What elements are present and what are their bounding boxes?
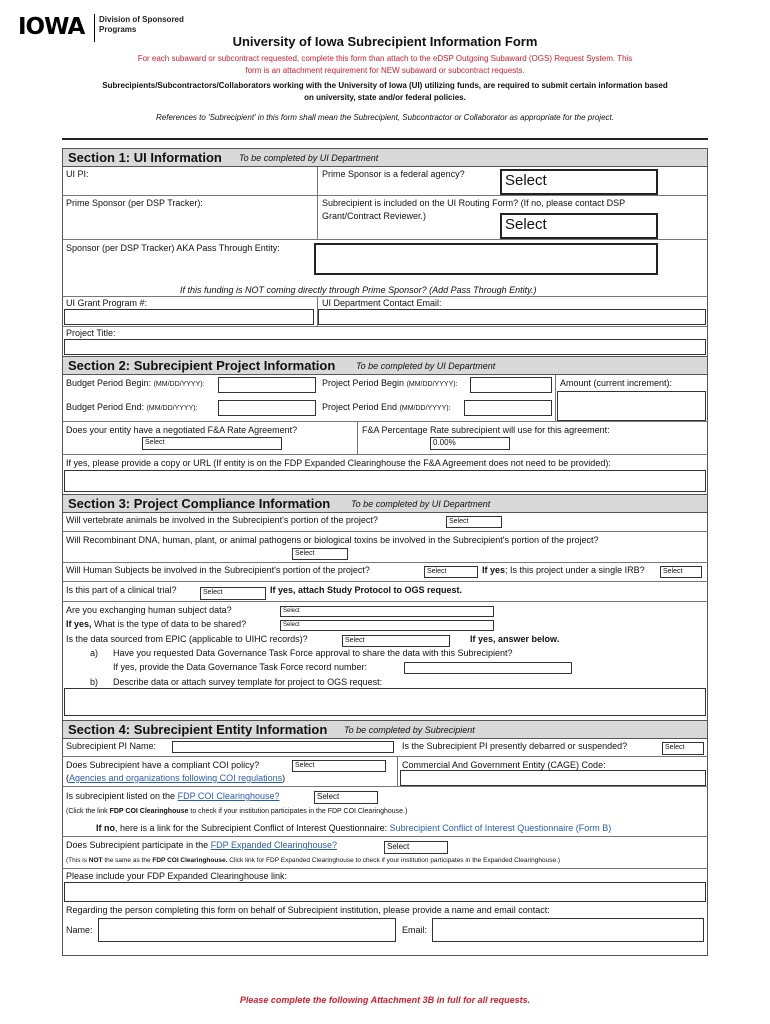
exchange-question: Are you exchanging human subject data? bbox=[66, 605, 232, 615]
cage-input[interactable] bbox=[400, 770, 706, 786]
not-bold-2: FDP COI Clearinghouse. bbox=[152, 857, 228, 864]
form-title: University of Iowa Subrecipient Information Form bbox=[232, 34, 538, 49]
clinical-select[interactable]: Select bbox=[200, 587, 266, 600]
item-b-text: Describe data or attach survey template for project to OGS request: bbox=[113, 677, 383, 687]
routing-label-2: Grant/Contract Reviewer.) bbox=[322, 211, 427, 221]
not-same-note bbox=[66, 857, 560, 864]
intro-line-2: form is an attachment requirement for NEW subaward or subcontract requests. bbox=[245, 66, 525, 75]
fdp-coi-link[interactable]: FDP COI Clearinghouse? bbox=[177, 791, 280, 801]
item-a-text: Have you requested Data Governance Task Force approval to share the data with this Subrecipient? bbox=[113, 648, 513, 658]
budget-begin-label bbox=[66, 378, 205, 388]
s4-divider bbox=[397, 756, 398, 786]
fa-rate-label: F&A Percentage Rate subrecipient will use for this agreement: bbox=[362, 425, 610, 435]
dept-email-input[interactable] bbox=[318, 309, 706, 325]
listed-question bbox=[66, 791, 279, 801]
budget-end-format: (MM/DD/YYYY): bbox=[146, 405, 198, 412]
not-mid: the same as the bbox=[104, 857, 151, 864]
not-pre: (This is bbox=[66, 857, 87, 864]
s4-row-line bbox=[62, 756, 708, 757]
section-4-header bbox=[62, 720, 708, 739]
ui-pi-label: UI PI: bbox=[66, 169, 89, 179]
project-begin-input[interactable] bbox=[470, 377, 552, 393]
not-bold: NOT bbox=[88, 857, 103, 864]
rdna-select[interactable]: Select bbox=[292, 548, 348, 560]
intro-line-4: on university, state and/or federal policies. bbox=[304, 93, 466, 102]
budget-end-text: Budget Period End: bbox=[66, 402, 145, 412]
item-a2-text: If yes, provide the Data Governance Task Force record number: bbox=[113, 662, 367, 672]
section-2-sub: To be completed by UI Department bbox=[356, 361, 496, 371]
type-yes: If yes, bbox=[66, 619, 92, 629]
budget-begin-input[interactable] bbox=[218, 377, 316, 393]
sponsor-label: Sponsor (per DSP Tracker) AKA Pass Through Entity: bbox=[66, 243, 280, 253]
s1-row-line-2 bbox=[62, 239, 708, 240]
prime-fed-select[interactable]: Select bbox=[500, 169, 658, 195]
debarred-select[interactable]: Select bbox=[662, 742, 704, 755]
email-label: Email: bbox=[402, 925, 428, 935]
participate-select[interactable]: Select bbox=[384, 841, 448, 854]
click-pre: (Click the link bbox=[66, 808, 108, 815]
not-post: Click link for FDP Expanded Clearinghouse to check if your institution participates in the Expanded Clearinghouse.) bbox=[229, 857, 561, 864]
header-rule bbox=[62, 138, 708, 140]
s1-divider bbox=[317, 167, 318, 239]
grant-program-input[interactable] bbox=[64, 309, 314, 325]
prime-sponsor-label: Prime Sponsor (per DSP Tracker): bbox=[66, 198, 203, 208]
project-begin-label bbox=[322, 378, 458, 388]
amount-label: Amount (current increment): bbox=[560, 378, 673, 388]
s3-row-line-2 bbox=[62, 562, 708, 563]
name-input[interactable] bbox=[98, 918, 396, 942]
pass-through-note: If this funding is NOT coming directly through Prime Sponsor? (Add Pass Through Entity.) bbox=[180, 285, 537, 295]
listed-text: Is subrecipient listed on the bbox=[66, 791, 176, 801]
s1-row-line-4 bbox=[62, 326, 708, 327]
project-end-text: Project Period End bbox=[322, 402, 398, 412]
click-post: to check if your institution participates in the FDP COI Clearinghouse.) bbox=[190, 808, 408, 815]
pi-name-label: Subrecipient PI Name: bbox=[66, 741, 157, 751]
fa-divider bbox=[357, 421, 358, 454]
if-no-text: , here is a link for the Subrecipient Conflict of Interest Questionnaire: bbox=[115, 823, 388, 833]
clinical-question: Is this part of a clinical trial? bbox=[66, 585, 177, 595]
grant-program-label: UI Grant Program #: bbox=[66, 298, 148, 308]
coi-link-line: (Agencies and organizations following COI regulations) bbox=[66, 773, 286, 783]
section-1-title: Section 1: UI Information bbox=[68, 150, 222, 165]
project-title-input[interactable] bbox=[64, 339, 706, 355]
name-label: Name: bbox=[66, 925, 93, 935]
exchange-select[interactable]: Select bbox=[280, 606, 494, 617]
project-begin-format: (MM/DD/YYYY): bbox=[406, 381, 458, 388]
describe-data-input[interactable] bbox=[64, 688, 706, 716]
section-1-sub: To be completed by UI Department bbox=[239, 153, 379, 163]
coi-select[interactable]: Select bbox=[292, 760, 386, 772]
s3-row-line-4 bbox=[62, 601, 708, 602]
s1-row-line bbox=[62, 195, 708, 196]
irb-text: ; Is this project under a single IRB? bbox=[505, 565, 645, 575]
routing-select[interactable]: Select bbox=[500, 213, 658, 239]
division-name: Division of Sponsored Programs bbox=[99, 15, 184, 34]
fa-question: Does your entity have a negotiated F&A Rate Agreement? bbox=[66, 425, 298, 435]
item-b-mark: b) bbox=[90, 677, 99, 687]
intro-line-5: References to 'Subrecipient' in this form shall mean the Subrecipient, Subcontractor or Collaborator as appropriate for the project. bbox=[156, 113, 614, 122]
cage-label: Commercial And Government Entity (CAGE) Code: bbox=[402, 760, 606, 770]
item-a-mark: a) bbox=[90, 648, 99, 658]
section-3-header bbox=[62, 494, 708, 513]
participate-question bbox=[66, 840, 337, 850]
amount-divider bbox=[555, 375, 556, 421]
debarred-question: Is the Subrecipient PI presently debarred or suspended? bbox=[402, 741, 628, 751]
section-2-title: Section 2: Subrecipient Project Information bbox=[68, 358, 336, 373]
project-end-input[interactable] bbox=[464, 400, 552, 416]
project-title-label: Project Title: bbox=[66, 328, 116, 338]
irb-select[interactable]: Select bbox=[660, 566, 702, 578]
epic-question: Is the data sourced from EPIC (applicable to UIHC records)? bbox=[66, 634, 308, 644]
type-question bbox=[66, 619, 246, 629]
animals-question: Will vertebrate animals be involved in the Subrecipient's portion of the project? bbox=[66, 515, 378, 525]
s4-row-line-4 bbox=[62, 868, 708, 869]
epic-yes-note: If yes, answer below. bbox=[470, 634, 560, 644]
type-text: What is the type of data to be shared? bbox=[91, 619, 247, 629]
coi-question: Does Subrecipient have a compliant COI policy? bbox=[66, 760, 260, 770]
include-link-input[interactable] bbox=[64, 882, 706, 902]
fa-select[interactable]: Select bbox=[142, 437, 282, 450]
s2-row-line bbox=[62, 421, 708, 422]
sponsor-input[interactable] bbox=[314, 243, 658, 275]
type-select[interactable]: Select bbox=[280, 620, 494, 631]
human-select[interactable]: Select bbox=[424, 566, 478, 578]
email-input[interactable] bbox=[432, 918, 704, 942]
s4-row-line-3 bbox=[62, 836, 708, 837]
fa-copy-label: If yes, please provide a copy or URL (If entity is on the FDP Expanded Clearinghouse the F&A Agreement does not need to be provided): bbox=[66, 458, 611, 468]
regarding-label: Regarding the person completing this form on behalf of Subrecipient institution, please provide a name and email contact: bbox=[66, 905, 550, 915]
section-3-title: Section 3: Project Compliance Information bbox=[68, 496, 331, 511]
participate-text: Does Subrecipient participate in the bbox=[66, 840, 209, 850]
pi-name-input[interactable] bbox=[172, 741, 394, 753]
if-no-line bbox=[96, 823, 611, 833]
rdna-question: Will Recombinant DNA, human, plant, or animal pathogens or biological toxins be involved in the Subrecipient's portion of the project? bbox=[66, 535, 599, 545]
record-number-input[interactable] bbox=[404, 662, 572, 674]
section-3-sub: To be completed by UI Department bbox=[351, 499, 491, 509]
amount-input[interactable] bbox=[557, 391, 706, 421]
routing-label: Subrecipient is included on the UI Routing Form? (If no, please contact DSP bbox=[322, 198, 626, 208]
if-no-bold: If no bbox=[96, 823, 115, 833]
s1-row-line-3 bbox=[62, 296, 708, 297]
budget-begin-text: Budget Period Begin: bbox=[66, 378, 152, 388]
project-end-format: (MM/DD/YYYY): bbox=[399, 405, 451, 412]
section-4-sub: To be completed by Subrecipient bbox=[344, 725, 475, 735]
fdp-expanded-link[interactable]: FDP Expanded Clearinghouse? bbox=[210, 840, 338, 850]
project-end-label bbox=[322, 402, 451, 412]
click-note bbox=[66, 808, 407, 815]
footer-note: Please complete the following Attachment 3B in full for all requests. bbox=[239, 995, 531, 1005]
s2-row-line-2 bbox=[62, 454, 708, 455]
human-question: Will Human Subjects be involved in the Subrecipient's portion of the project? bbox=[66, 565, 370, 575]
intro-line-1: For each subaward or subcontract requested, complete this form than attach to the eDSP Outgoing Subaward (OGS) Request System. This bbox=[137, 54, 633, 63]
irb-yes: If yes bbox=[482, 565, 506, 575]
s3-row-line-3 bbox=[62, 581, 708, 582]
click-bold: FDP COI Clearinghouse bbox=[109, 808, 189, 815]
s3-row-line bbox=[62, 531, 708, 532]
section-1-header bbox=[62, 148, 708, 167]
intro-line-3: Subrecipients/Subcontractors/Collaborators working with the University of Iowa (UI) utilizing funds, are required to submit certain information based bbox=[102, 81, 668, 90]
coi-questionnaire-link[interactable]: Subrecipient Conflict of Interest Questionnaire (Form B) bbox=[389, 823, 612, 833]
coi-regulations-link[interactable]: Agencies and organizations following COI regulations bbox=[69, 773, 283, 783]
budget-end-label bbox=[66, 402, 198, 412]
fa-rate-input[interactable]: 0.00% bbox=[430, 437, 510, 450]
clinical-yes-note: If yes, attach Study Protocol to OGS request. bbox=[270, 585, 463, 595]
include-link-label: Please include your FDP Expanded Clearinghouse link: bbox=[66, 871, 287, 881]
prime-fed-label: Prime Sponsor is a federal agency? bbox=[322, 169, 465, 179]
iowa-logo: IOWA bbox=[18, 14, 85, 40]
listed-select[interactable]: Select bbox=[314, 791, 378, 804]
budget-end-input[interactable] bbox=[218, 400, 316, 416]
epic-select[interactable]: Select bbox=[342, 635, 450, 647]
section-4-title: Section 4: Subrecipient Entity Information bbox=[68, 722, 328, 737]
section-2-header bbox=[62, 356, 708, 375]
dept-email-label: UI Department Contact Email: bbox=[322, 298, 442, 308]
fa-copy-input[interactable] bbox=[64, 470, 706, 492]
irb-label bbox=[482, 565, 645, 575]
budget-begin-format: (MM/DD/YYYY): bbox=[153, 381, 205, 388]
s4-row-line-2 bbox=[62, 786, 708, 787]
animals-select[interactable]: Select bbox=[446, 516, 502, 528]
project-begin-text: Project Period Begin bbox=[322, 378, 405, 388]
